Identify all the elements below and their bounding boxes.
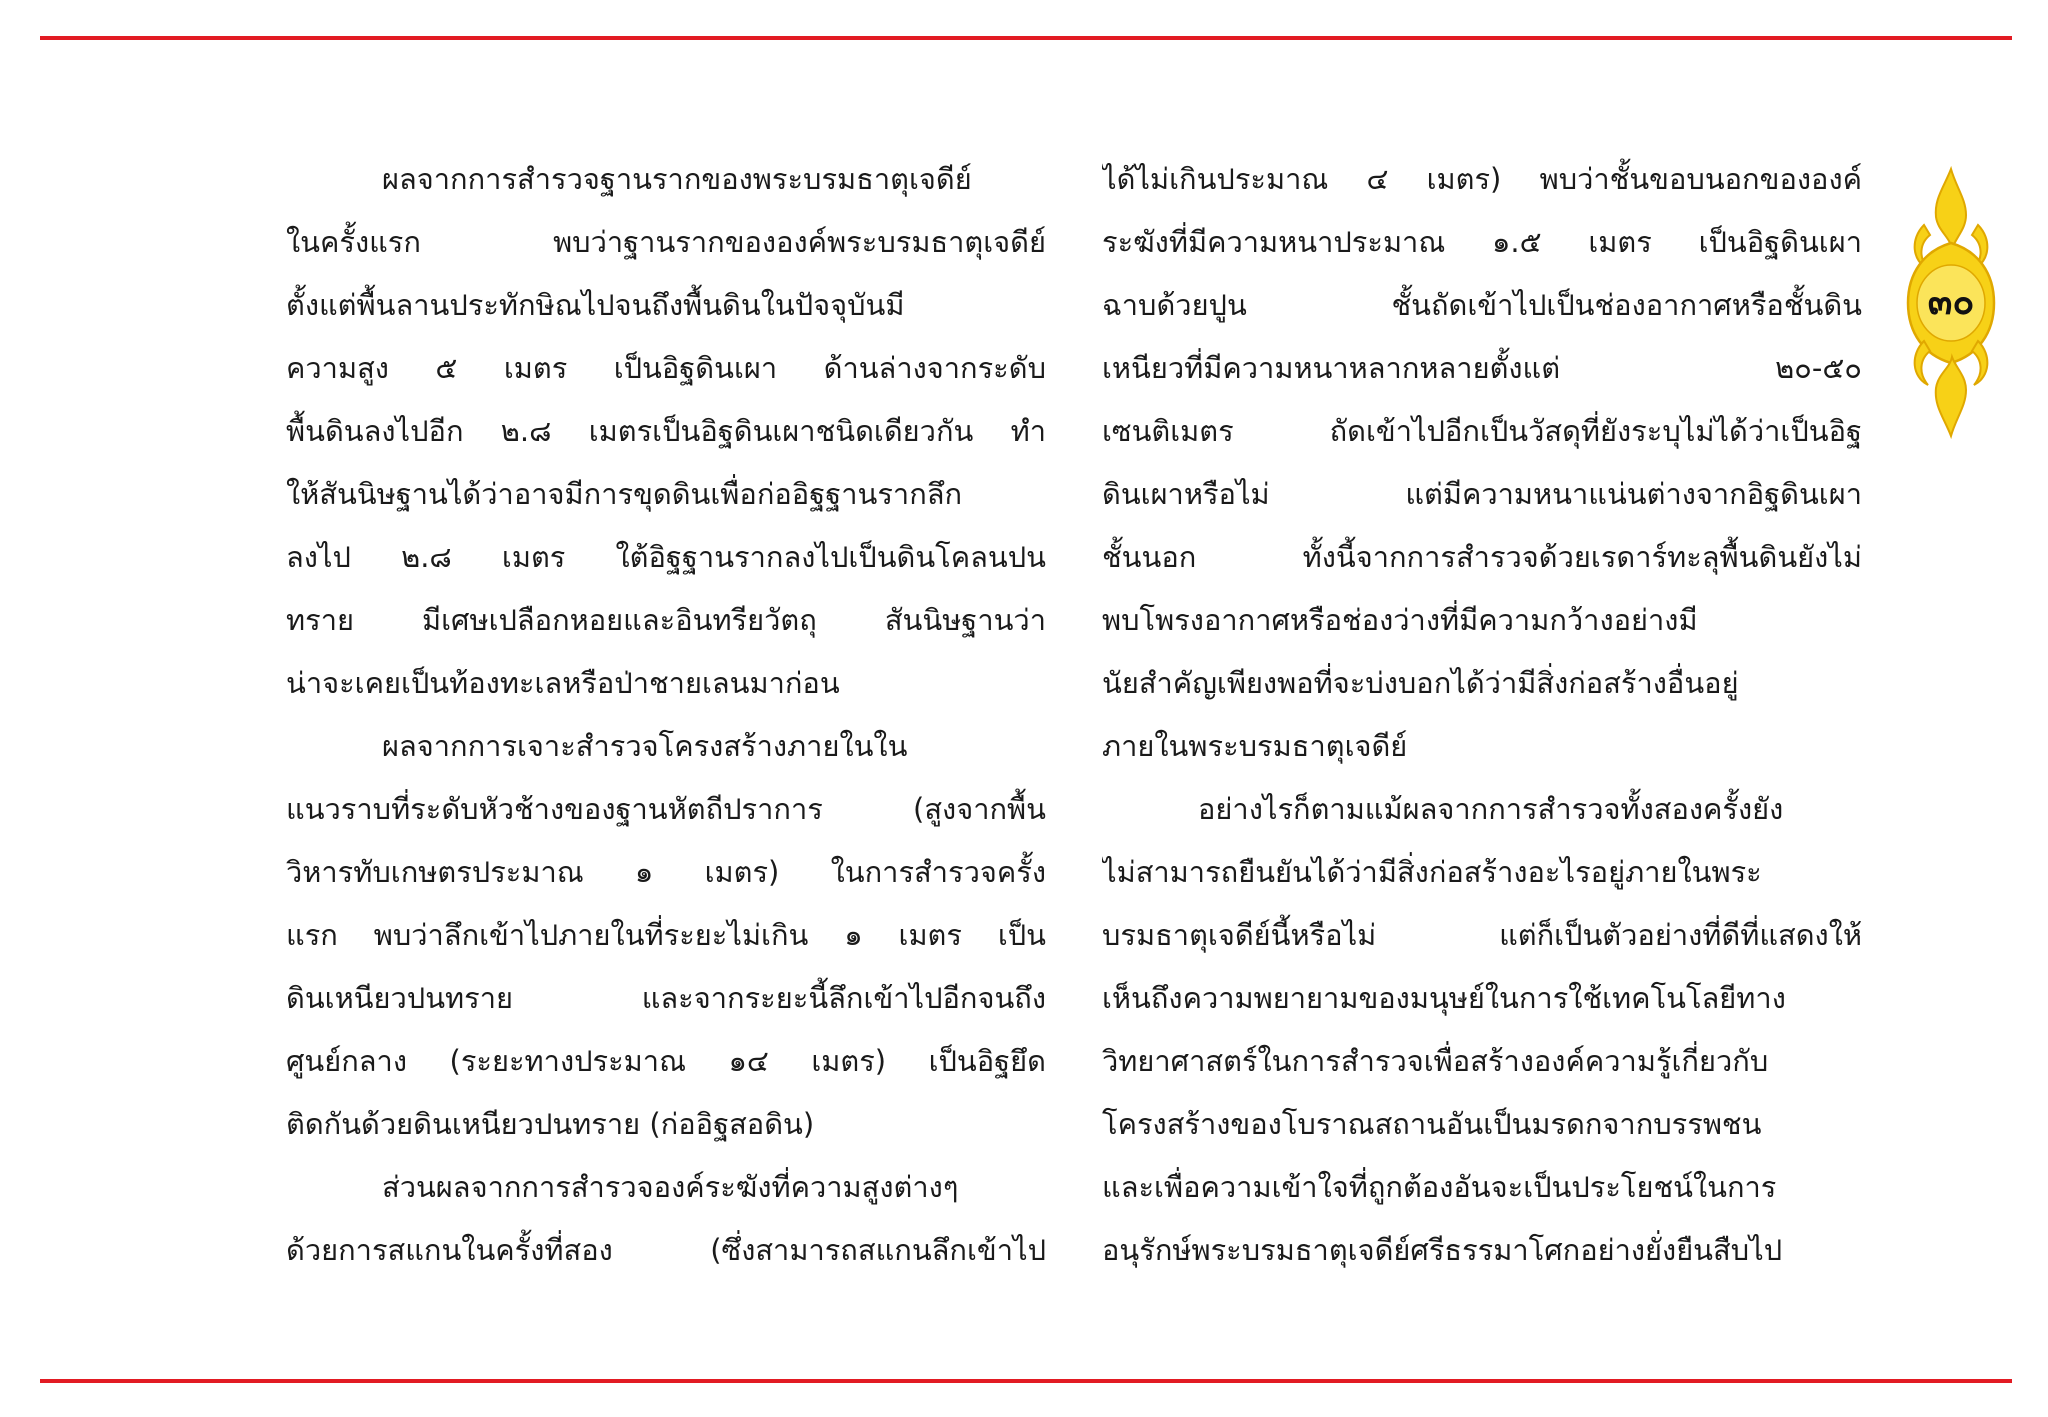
text-line: ดินเหนียวปนทราย และจากระยะนี้ลึกเข้าไปอีกจนถึง xyxy=(286,981,1046,1015)
text-line: แรก พบว่าลึกเข้าไปภายในที่ระยะไม่เกิน ๑ เมตร เป็น xyxy=(286,918,1046,952)
text-line: บรมธาตุเจดีย์นี้หรือไม่ แต่ก็เป็นตัวอย่างที่ดีที่แสดงให้ xyxy=(1102,918,1862,952)
text-line: และเพื่อความเข้าใจที่ถูกต้องอันจะเป็นประโยชน์ในการ xyxy=(1102,1170,1777,1204)
left-text-column xyxy=(286,148,1046,1282)
text-line: ด้วยการสแกนในครั้งที่สอง (ซึ่งสามารถสแกนลึกเข้าไป xyxy=(286,1233,1046,1267)
text-line: ลงไป ๒.๘ เมตร ใต้อิฐฐานรากลงไปเป็นดินโคลนปน xyxy=(286,540,1046,574)
text-line: ศูนย์กลาง (ระยะทางประมาณ ๑๔ เมตร) เป็นอิฐยึด xyxy=(286,1044,1046,1078)
text-line: พบโพรงอากาศหรือช่องว่างที่มีความกว้างอย่างมี xyxy=(1102,603,1698,637)
text-line: ระฆังที่มีความหนาประมาณ ๑.๕ เมตร เป็นอิฐดินเผา xyxy=(1102,225,1862,259)
text-line: เห็นถึงความพยายามของมนุษย์ในการใช้เทคโนโลยีทาง xyxy=(1102,981,1786,1015)
text-line: ผลจากการเจาะสำรวจโครงสร้างภายในใน xyxy=(382,729,908,763)
text-line: ภายในพระบรมธาตุเจดีย์ xyxy=(1102,729,1408,763)
right-text-column xyxy=(1102,148,1862,1282)
text-line: วิหารทับเกษตรประมาณ ๑ เมตร) ในการสำรวจครั้ง xyxy=(286,855,1046,889)
text-line: นัยสำคัญเพียงพอที่จะบ่งบอกได้ว่ามีสิ่งก่อสร้างอื่นอยู่ xyxy=(1102,666,1739,700)
top-red-rule xyxy=(40,36,2012,40)
text-line: ให้สันนิษฐานได้ว่าอาจมีการขุดดินเพื่อก่ออิฐฐานรากลึก xyxy=(286,477,963,511)
text-line: ได้ไม่เกินประมาณ ๔ เมตร) พบว่าชั้นขอบนอกขององค์ xyxy=(1102,162,1862,196)
text-line: น่าจะเคยเป็นท้องทะเลหรือป่าชายเลนมาก่อน xyxy=(286,666,840,700)
text-line: เหนียวที่มีความหนาหลากหลายตั้งแต่ ๒๐-๕๐ xyxy=(1102,351,1862,385)
text-line: วิทยาศาสตร์ในการสำรวจเพื่อสร้างองค์ความรู้เกี่ยวกับ xyxy=(1102,1044,1769,1078)
text-line: แนวราบที่ระดับหัวช้างของฐานหัตถีปราการ (สูงจากพื้น xyxy=(286,792,1046,826)
text-line: อนุรักษ์พระบรมธาตุเจดีย์ศรีธรรมาโศกอย่างยั่งยืนสืบไป xyxy=(1102,1233,1783,1267)
text-line: พื้นดินลงไปอีก ๒.๘ เมตรเป็นอิฐดินเผาชนิดเดียวกัน ทำ xyxy=(286,414,1046,448)
text-line: โครงสร้างของโบราณสถานอันเป็นมรดกจากบรรพชน xyxy=(1102,1107,1762,1141)
text-line: ชั้นนอก ทั้งนี้จากการสำรวจด้วยเรดาร์ทะลุพื้นดินยังไม่ xyxy=(1102,540,1862,574)
text-line: ไม่สามารถยืนยันได้ว่ามีสิ่งก่อสร้างอะไรอยู่ภายในพระ xyxy=(1102,855,1762,889)
page-number: ๓๐ xyxy=(1927,282,1975,323)
text-line: ในครั้งแรก พบว่าฐานรากขององค์พระบรมธาตุเจดีย์ xyxy=(286,225,1046,259)
bottom-red-rule xyxy=(40,1379,2012,1383)
text-line: ตั้งแต่พื้นลานประทักษิณไปจนถึงพื้นดินในปัจจุบันมี xyxy=(286,288,905,322)
text-line: ส่วนผลจากการสำรวจองค์ระฆังที่ความสูงต่างๆ xyxy=(382,1170,959,1204)
text-line: อย่างไรก็ตามแม้ผลจากการสำรวจทั้งสองครั้งยัง xyxy=(1198,792,1784,826)
text-line: ฉาบด้วยปูน ชั้นถัดเข้าไปเป็นช่องอากาศหรือชั้นดิน xyxy=(1102,288,1862,322)
text-line: ความสูง ๕ เมตร เป็นอิฐดินเผา ด้านล่างจากระดับ xyxy=(286,351,1046,385)
text-line: ติดกันด้วยดินเหนียวปนทราย (ก่ออิฐสอดิน) xyxy=(286,1107,815,1141)
text-line: เซนติเมตร ถัดเข้าไปอีกเป็นวัสดุที่ยังระบุไม่ได้ว่าเป็นอิฐ xyxy=(1102,414,1862,448)
text-line: ผลจากการสำรวจฐานรากของพระบรมธาตุเจดีย์ xyxy=(382,162,972,196)
text-line: ดินเผาหรือไม่ แต่มีความหนาแน่นต่างจากอิฐดินเผา xyxy=(1102,477,1862,511)
text-line: ทราย มีเศษเปลือกหอยและอินทรียวัตถุ สันนิษฐานว่า xyxy=(286,603,1046,637)
